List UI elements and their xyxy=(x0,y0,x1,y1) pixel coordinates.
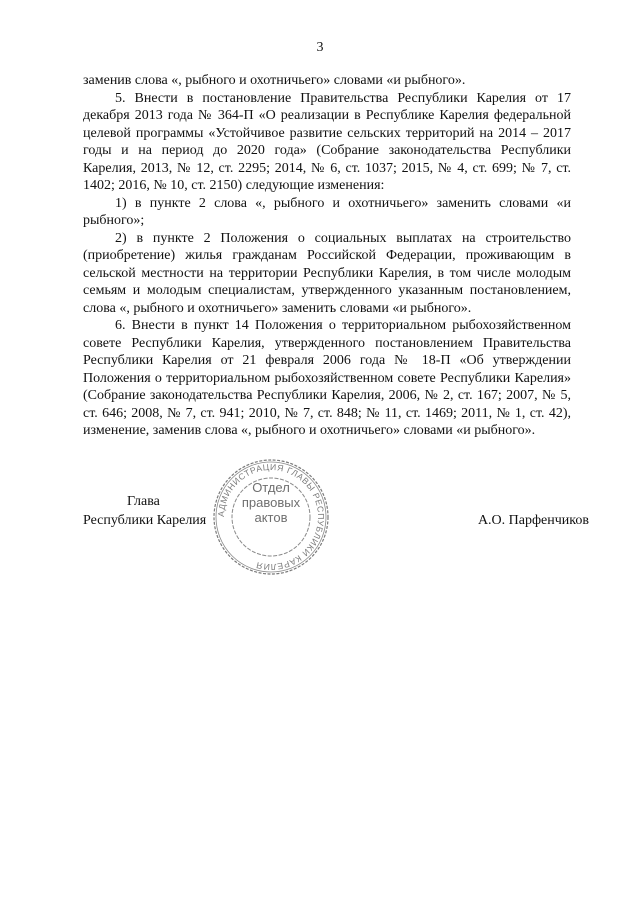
signatory-title-line2: Республики Карелия xyxy=(83,513,207,528)
paragraph-continuation: заменив слова «, рыбного и охотничьего» словами «и рыбного». xyxy=(83,73,466,88)
paragraph-item-5: 5. Внести в постановление Правительства Республики Карелия от 17 декабря 2013 года № 364-П «О реализации в Республике Карелия федеральной целевой программы «Устойчивое развитие сельских территорий на 2014 – 2017 годы и на период до 2020 года» (Собрание законодательства Республики Карелия, 2013, № 12, ст. 2295; 2014, № 6, ст. 1037; 2015, № 4, ст. 699; № 7, ст. 1402; 2016, № 10, ст. 2150) следующие изменения: xyxy=(83,90,571,193)
official-stamp xyxy=(212,458,330,576)
paragraph-item-6: 6. Внести в пункт 14 Положения о территориальном рыбохозяйственном совете Республики Карелия, утвержденного постановлением Правительства Республики Карелия от 21 февраля 2006 года № 18-П «Об утверждении Положения о территориальном рыбохозяйственном совете Республики Карелия» (Собрание законодательства Республики Карелия, 2006, № 2, ст. 167; 2007, № 5, ст. 646; 2008, № 7, ст. 941; 2010, № 7, ст. 848; № 11, ст. 1469; 2011, № 1, ст. 42), изменение, заменив слова «, рыбного и охотничьего» словами «и рыбного». xyxy=(83,318,571,438)
stamp-center-line3: актов xyxy=(254,510,288,525)
stamp-center-line2: правовых xyxy=(241,495,301,510)
signatory-title-line1: Глава xyxy=(127,494,160,509)
document-body xyxy=(83,72,571,440)
stamp-center-line1: Отдел xyxy=(252,480,290,495)
paragraph-subitem-2: 2) в пункте 2 Положения о социальных выплатах на строительство (приобретение) жилья гражданам Российской Федерации, проживающим в сельской местности на территории Республики Карелия, в том числе молодым семьям и молодым специалистам, утвержденного указанным постановлением, слова «, рыбного и охотничьего» заменить словами «и рыбного». xyxy=(83,230,571,316)
signatory-name: А.О. Парфенчиков xyxy=(477,513,589,528)
stamp-ring-text: АДМИНИСТРАЦИЯ ГЛАВЫ РЕСПУБЛИКИ КАРЕЛИЯ xyxy=(215,461,327,573)
page-number: 3 xyxy=(316,40,324,55)
signature-block xyxy=(83,494,589,584)
stamp-center-text xyxy=(212,480,330,525)
paragraph-subitem-1: 1) в пункте 2 слова «, рыбного и охотничьего» заменить словами «и рыбного»; xyxy=(83,195,571,228)
